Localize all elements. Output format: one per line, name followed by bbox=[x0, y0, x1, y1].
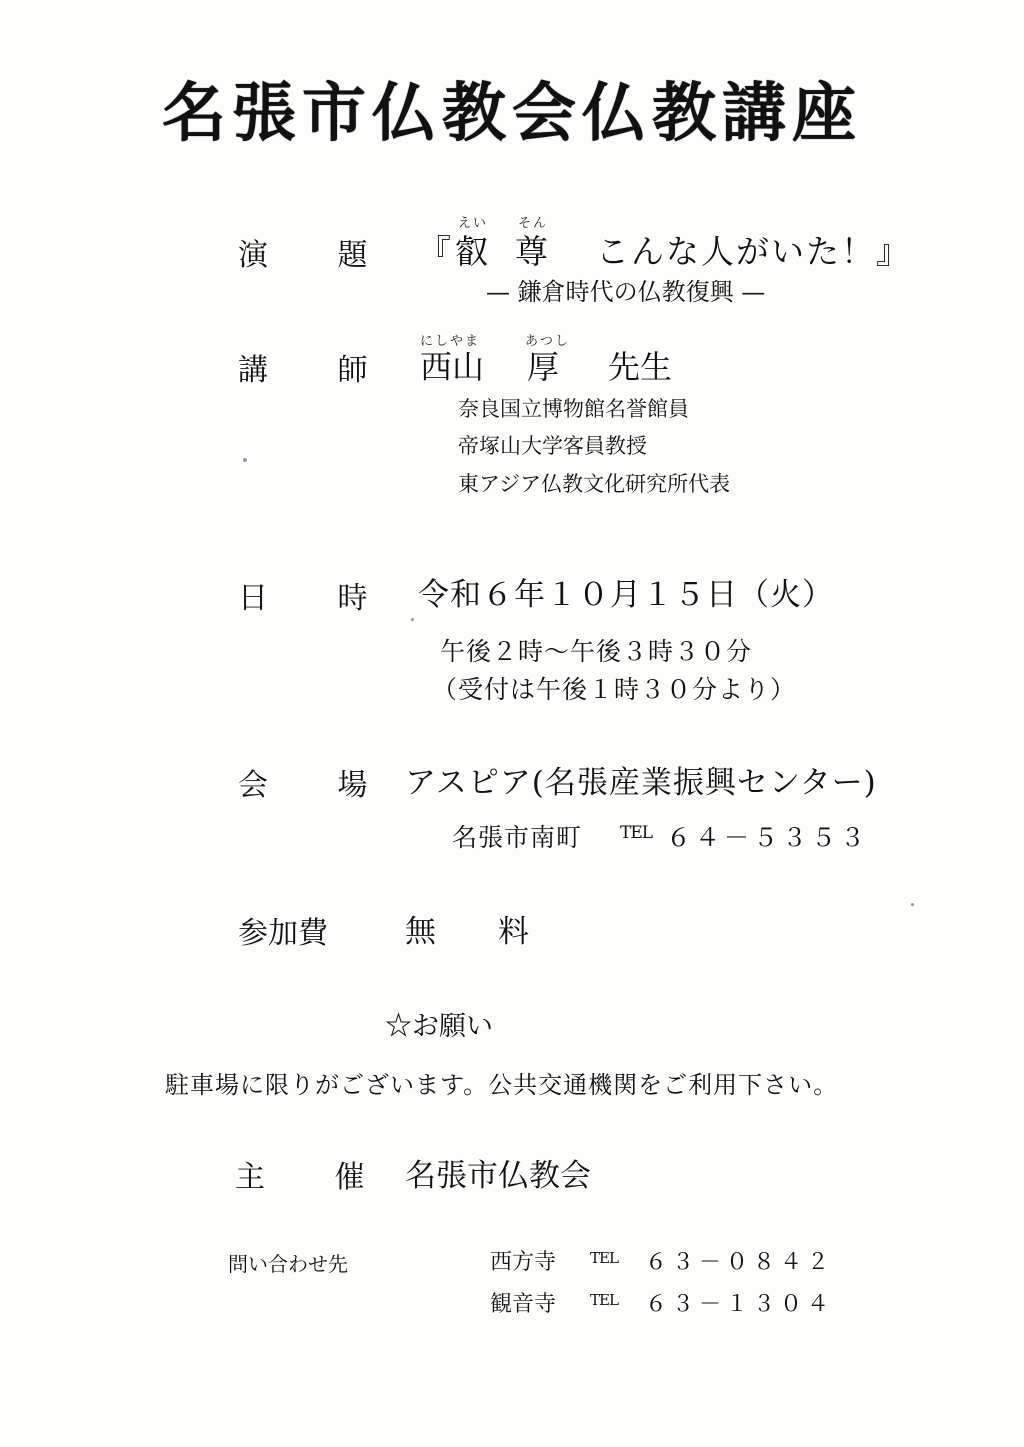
lecture-name-1: 叡 bbox=[455, 232, 488, 271]
venue-address: 名張市南町 bbox=[452, 823, 583, 852]
lecture-title-rest: こんな人がいた！』 bbox=[596, 232, 911, 271]
venue-label: 会 場 bbox=[238, 768, 398, 803]
speaker-given-name: 厚 bbox=[527, 348, 560, 386]
venue-tel: ６４－５３５３ bbox=[666, 823, 870, 852]
speaker-title-3: 東アジア仏教文化研究所代表 bbox=[458, 472, 731, 496]
contact-tel-1: ６３－０８４２ bbox=[645, 1250, 835, 1275]
lecture-subtitle: — 鎌倉時代の仏教復興 — bbox=[486, 278, 766, 306]
event-time: 午後２時～午後３時３０分 bbox=[440, 637, 753, 666]
venue-tel-mark: TEL bbox=[620, 823, 653, 843]
scan-speck bbox=[911, 903, 914, 906]
contact-temple-1: 西方寺 bbox=[490, 1250, 557, 1275]
speaker-title-1: 奈良国立博物館名誉館員 bbox=[458, 397, 689, 421]
scan-speck bbox=[411, 618, 414, 621]
venue-name: アスピア(名張産業振興センター) bbox=[405, 765, 877, 801]
contact-tel-mark-2: TEL bbox=[590, 1291, 618, 1309]
speaker-honorific: 先生 bbox=[608, 348, 673, 386]
speaker-surname: 西山 bbox=[420, 348, 485, 386]
contact-label: 問い合わせ先 bbox=[228, 1252, 348, 1276]
fee-label: 参加費 bbox=[238, 916, 328, 951]
speaker-ruby-2: あつし bbox=[525, 334, 571, 349]
contact-tel-mark-1: TEL bbox=[590, 1249, 618, 1267]
lecture-ruby-2: そん bbox=[518, 216, 549, 231]
speaker-ruby-1: にしやま bbox=[420, 334, 481, 349]
contact-temple-2: 観音寺 bbox=[490, 1292, 557, 1317]
lecture-name-2: 尊 bbox=[515, 232, 548, 271]
lecture-ruby-1: えい bbox=[458, 216, 489, 231]
event-date: 令和６年１０月１５日（火） bbox=[418, 577, 834, 613]
speaker-title-2: 帝塚山大学客員教授 bbox=[458, 434, 647, 458]
request-text: 駐車場に限りがございます。公共交通機関をご利用下さい。 bbox=[165, 1071, 839, 1099]
request-heading: ☆お願い bbox=[385, 1011, 493, 1042]
datetime-label: 日 時 bbox=[238, 581, 398, 616]
contact-tel-2: ６３－１３０４ bbox=[645, 1292, 835, 1317]
fee-value: 無 料 bbox=[405, 914, 529, 950]
lecture-open-bracket: 『 bbox=[418, 232, 451, 271]
organizer-label: 主 催 bbox=[235, 1160, 395, 1195]
page-title: 名張市仏教会仏教講座 bbox=[162, 76, 862, 151]
reception-time: （受付は午後１時３０分より） bbox=[432, 675, 797, 704]
lecture-label: 演 題 bbox=[238, 238, 398, 273]
organizer-name: 名張市仏教会 bbox=[405, 1158, 591, 1194]
speaker-label: 講 師 bbox=[238, 353, 398, 388]
scan-speck bbox=[243, 458, 247, 462]
